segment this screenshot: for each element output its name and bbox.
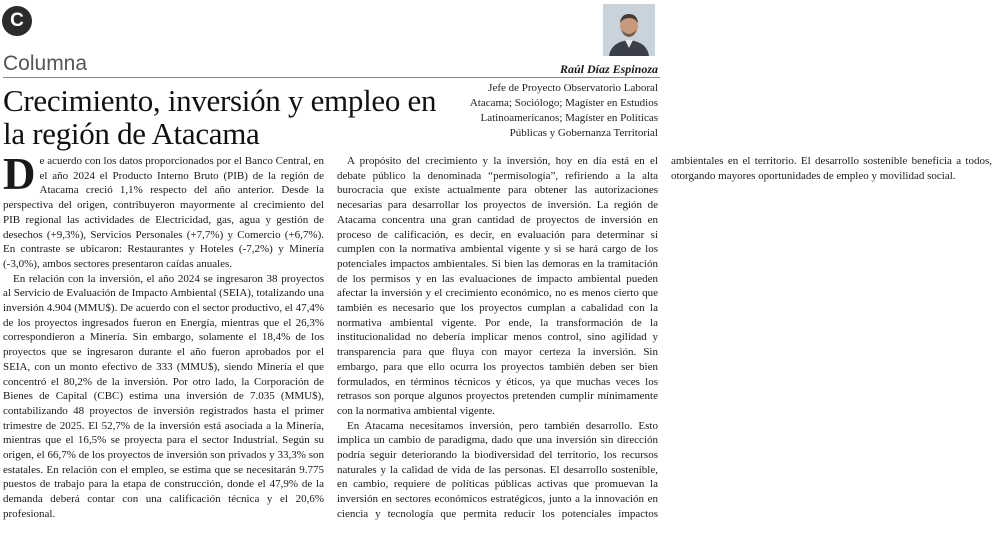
- drop-cap: D: [3, 149, 36, 199]
- column-badge: C: [2, 6, 32, 36]
- author-photo: [603, 4, 655, 56]
- article-paragraph: En Atacama necesitamos inversión, pero también desarrollo. Esto implica un cambio de paradigma, dado que una inversión sin dirección podría seguir deteriorando la biodiversidad del territorio, los recursos naturales y la calidad de vida de las personas. El desarrollo sostenible, en cambio, requiere de políticas públicas activas que promuevan la inversión en sectores económicos estratégicos, junto a la innovación en ciencia y tecnología que permita reducir los potenciales impactos ambientales en el territorio. El desarrollo sostenible beneficia a todos, otorgando mayores oportunidades de empleo y movilidad social.: [337, 155, 992, 520]
- author-name: Raúl Díaz Espinoza: [559, 62, 658, 76]
- article-paragraph: En relación con la inversión, el año 2024 se ingresaron 38 proyectos al Servicio de Evaluación de Impacto Ambiental (SEIA), totalizando una inversión 4.904 (MMU$). De acuerdo con el sector productivo, el 47,4% de los proyectos ingresados fueron en Energía, mientras que el 26,3% correspondieron a Minería. Sin embargo, solamente el 18,4% de los proyectos que se ingresaron durante el año fueron aprobados por el SEIA, con un monto efectivo de 333 (MMU$), siendo Minería el que concentró el 80,2% de la inversión. Por otro lado, la Corporación de Bienes de Capital (CBC) estima una inversión de 7.035 (MMU$), contabilizando 48 proyectos de inversión registrados hasta el primer trimestre de 2025. El 52,7% de la inversión está asociada a la Minería, mientras que el 16,5% se proyecta para el sector Industrial. Según su origen, el 66,7% de los proyectos de inversión son privados y 33,3% son estatales. En relación con el empleo, se estima que se necesitarán 9.775 puestos de trabajo para la etapa de construcción, donde el 47,9% de la demanda deberá contar con una calificación técnica y el 20,6% profesional.: [3, 272, 324, 520]
- author-portrait-icon: [603, 4, 655, 56]
- article-paragraph: A propósito del crecimiento y la inversión, hoy en día está en el debate público la denominada “permisología”, refiriendo a la alta burocracia que existe actualmente para obtener las autorizaciones necesarias para desarrollar los proyectos de inversión. La región de Atacama concentra una gran cantidad de proyectos de inversión en proceso de calificación, es decir, en evaluación para determinar si cumplen con la normativa ambiental vigente y si se hará cargo de los potenciales impactos ambientales. Si bien las demoras en la tramitación de los permisos y en las evaluaciones de impacto ambiental pueden afectar la inversión y el crecimiento económico, no es menos cierto que también es necesario que los proyectos cumplan a cabalidad con la normativa ambiental vigente. Por ende, la transformación de la institucionalidad no debería implicar menos control, sino agilidad y transparencia para que fluya con mayor certeza la inversión. Sin embargo, para que ello ocurra los proyectos también deben ser bien formulados, en términos técnicos y éticos, ya que muchas veces los retrasos son porque algunos proyectos pretenden cumplir mínimamente con la normativa ambiental vigente.: [337, 155, 658, 417]
- headline: Crecimiento, inversión y empleo en la región de Atacama: [3, 83, 437, 151]
- article-body: [3, 149, 992, 544]
- author-byline: [448, 62, 658, 141]
- author-bio: Jefe de Proyecto Observatorio Laboral Atacama; Sociólogo; Magíster en Estudios Latinoamericanos; Magíster en Políticas Públicas y Gobernanza Territorial: [469, 82, 658, 139]
- paragraph-text: e acuerdo con los datos proporcionados por el Banco Central, en el año 2024 el Producto Interno Bruto (PIB) de la región de Atacama creció 1,1% respecto del año anterior. Desde la perspectiva del origen, contribuyeron mayormente al crecimiento del PIB regional las actividades de Electricidad, gas, agua y gestión de desechos (+9,3%), Servicios Personales (+7,7%) y Comercio (+6,7%). En contraste se ubicaron: Restaurantes y Hoteles (-7,2%) y Minería (-3,0%), ambos sectores presentaron caídas anuales.: [3, 155, 324, 270]
- article-paragraph: [3, 149, 324, 272]
- section-label: Columna: [3, 52, 88, 75]
